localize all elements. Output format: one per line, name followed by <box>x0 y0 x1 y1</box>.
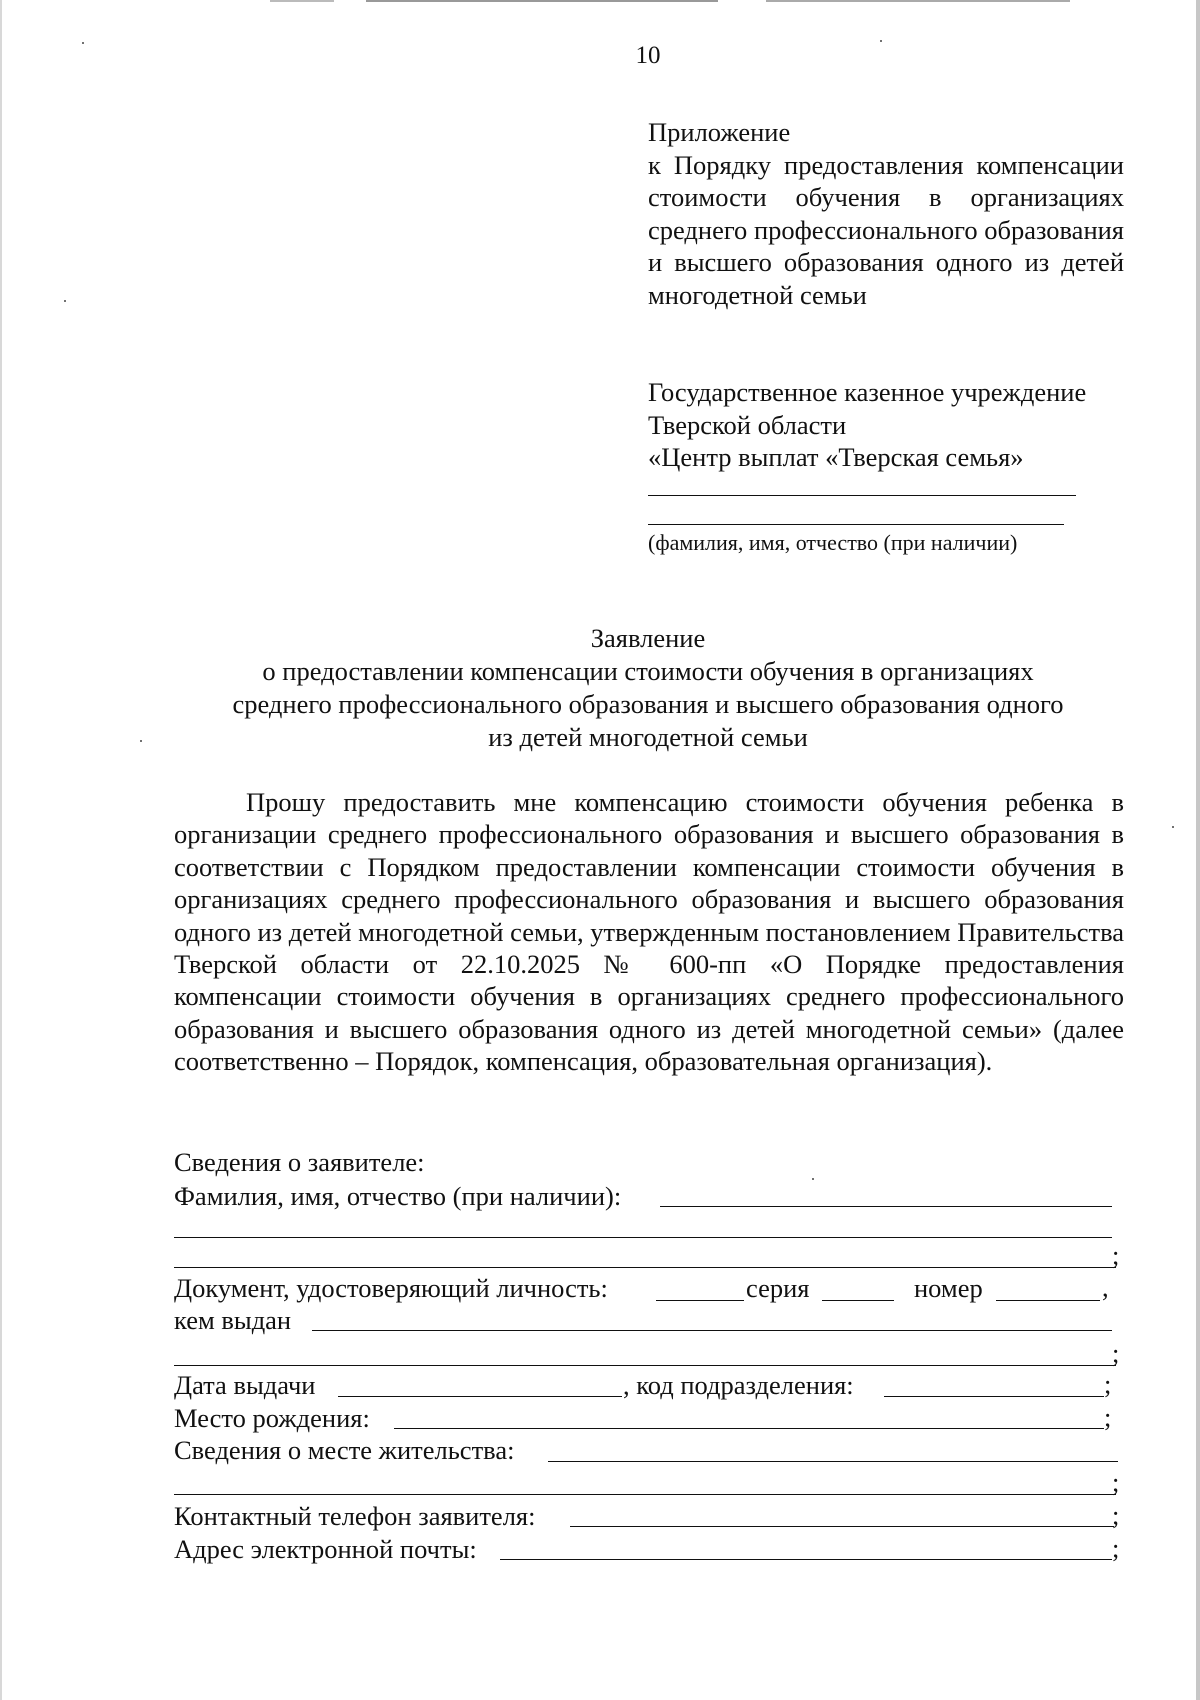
heading-line-2: о предоставлении компенсации стоимости обучения в организациях <box>262 656 1034 686</box>
residence-semicolon: ; <box>1112 1467 1120 1497</box>
issued-by-input-line-2[interactable] <box>174 1365 1116 1366</box>
phone-input-line[interactable] <box>570 1526 1114 1527</box>
residence-input-line-2[interactable] <box>174 1494 1116 1495</box>
issued-by-label: кем выдан <box>174 1305 292 1335</box>
document-type-input-line[interactable] <box>656 1300 744 1301</box>
statement-body: Прошу предоставить мне компенсацию стоимости обучения ребенка в организации среднего профессионального образования и высшего образования в соответствии с Порядком предоставлении компенсации стоимости обучения в организациях среднего профессионального образования и высшего образования одного из детей многодетной семьи, утвержденным постановлением Правительства Тверской области от 22.10.2025 № 600-пп «О Порядке предоставления компенсации стоимости обучения в организациях среднего профессионального образования и высшего образования одного из детей многодетной семьи» (далее соответственно – Порядок, компенсация, образовательная организация). <box>174 787 1124 1077</box>
subdivision-semicolon: ; <box>1104 1369 1112 1399</box>
addressee-line-2: Тверской области <box>648 409 847 440</box>
fio-input-line-3[interactable] <box>174 1267 1116 1268</box>
subdivision-label: , код подразделения: <box>623 1370 854 1400</box>
phone-semicolon: ; <box>1112 1500 1120 1530</box>
fio-input-line[interactable] <box>660 1206 1112 1207</box>
heading-line-4: из детей многодетной семьи <box>488 722 808 752</box>
scan-speck <box>812 1178 814 1180</box>
addressee-fio-caption: (фамилия, имя, отчество (при наличии) <box>648 530 1018 555</box>
addressee-line-3: «Центр выплат «Тверская семья» <box>648 442 1024 472</box>
subdivision-input-line[interactable] <box>884 1396 1104 1397</box>
scan-edge-top <box>270 0 1070 2</box>
heading-title: Заявление <box>590 623 706 653</box>
addressee-block <box>648 376 1128 474</box>
fio-input-line-2[interactable] <box>174 1237 1112 1238</box>
residence-label: Сведения о месте жительства: <box>174 1435 515 1465</box>
addressee-blank-line-2[interactable] <box>648 524 1064 525</box>
appendix-block <box>648 116 1124 311</box>
scan-speck <box>140 740 142 742</box>
birthplace-semicolon: ; <box>1104 1402 1112 1432</box>
email-semicolon: ; <box>1112 1533 1120 1563</box>
heading-line-3: среднего профессионального образования и высшего образования одного <box>232 689 1064 719</box>
scan-edge-left <box>0 0 2 1700</box>
document-label: Документ, удостоверяющий личность: <box>174 1273 608 1303</box>
fio-label: Фамилия, имя, отчество (при наличии): <box>174 1181 622 1211</box>
email-input-line[interactable] <box>500 1559 1112 1560</box>
number-comma: , <box>1102 1272 1109 1302</box>
issue-date-input-line[interactable] <box>338 1396 622 1397</box>
scan-speck <box>880 40 882 42</box>
number-label: номер <box>914 1273 983 1303</box>
statement-heading <box>150 622 1146 754</box>
series-label: серия <box>746 1273 810 1303</box>
fio-semicolon: ; <box>1112 1240 1120 1270</box>
appendix-text: к Порядку предоставления компенсации стоимости обучения в организациях среднего профессионального образования и высшего образования одного из детей многодетной семьи <box>648 149 1124 310</box>
issued-by-semicolon: ; <box>1112 1338 1120 1368</box>
scan-speck <box>82 42 84 44</box>
email-label: Адрес электронной почты: <box>174 1534 477 1564</box>
scan-edge-right <box>1196 0 1200 1700</box>
scan-speck <box>1172 826 1174 828</box>
addressee-blank-line-1[interactable] <box>648 495 1076 496</box>
addressee-line-1: Государственное казенное учреждение <box>648 377 1087 407</box>
series-input-line[interactable] <box>822 1300 894 1301</box>
scan-speck <box>64 300 66 302</box>
issue-date-label: Дата выдачи <box>174 1370 316 1400</box>
issued-by-input-line[interactable] <box>312 1330 1112 1331</box>
residence-input-line[interactable] <box>548 1461 1118 1462</box>
applicant-section-label: Сведения о заявителе: <box>174 1147 425 1177</box>
birthplace-label: Место рождения: <box>174 1403 370 1433</box>
appendix-title: Приложение <box>648 117 791 147</box>
birthplace-input-line[interactable] <box>394 1428 1104 1429</box>
number-input-line[interactable] <box>996 1300 1100 1301</box>
page-number: 10 <box>635 42 661 69</box>
phone-label: Контактный телефон заявителя: <box>174 1501 536 1531</box>
